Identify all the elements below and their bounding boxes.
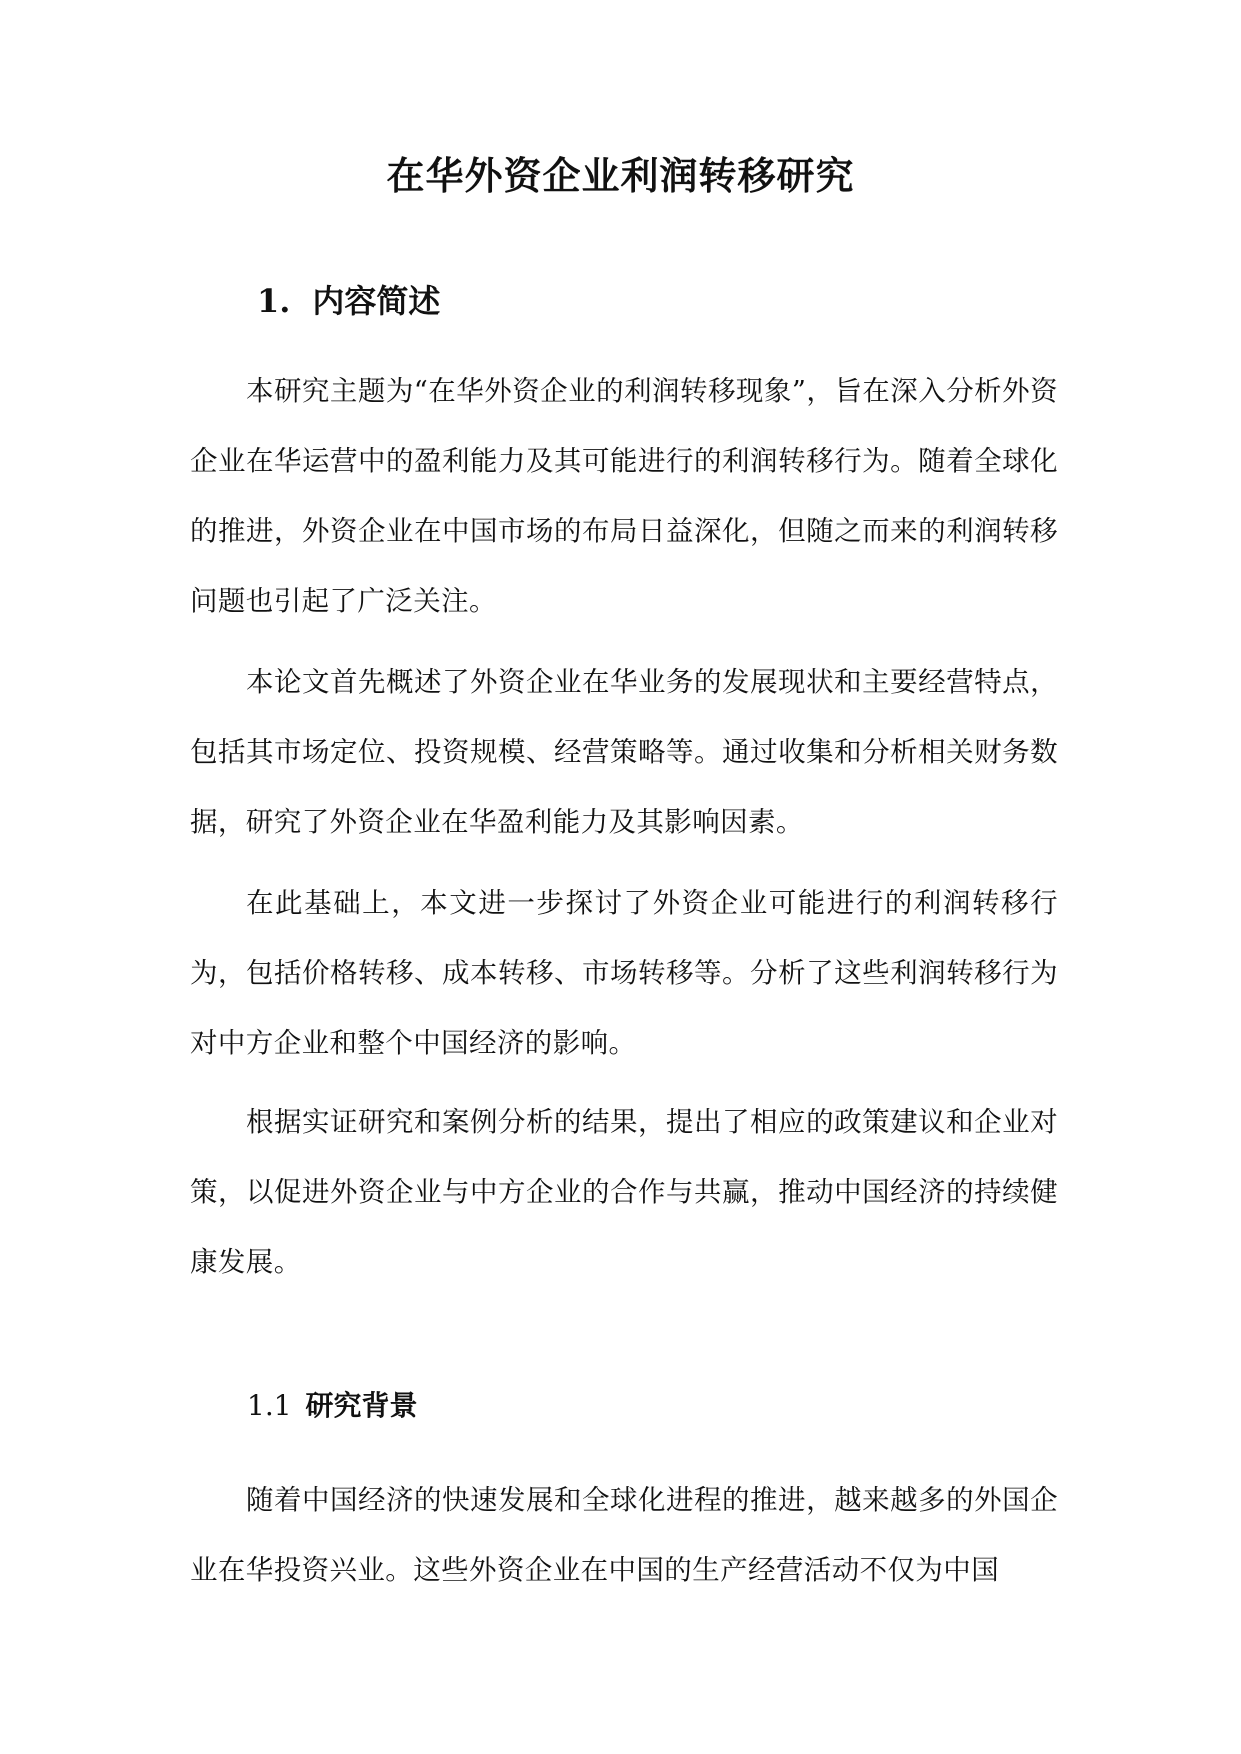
subsection-number: 1.1 bbox=[247, 1389, 292, 1422]
subsection-title: 研究背景 bbox=[305, 1389, 418, 1422]
paragraph: 根据实证研究和案例分析的结果，提出了相应的政策建议和企业对策，以促进外资企业与中方企业的合作与共赢，推动中国经济的持续健康发展。 bbox=[190, 1106, 1058, 1278]
section-heading-1 bbox=[257, 279, 440, 323]
paragraph: 随着中国经济的快速发展和全球化进程的推进，越来越多的外国企业在华投资兴业。这些外资企业在中国的生产经营活动不仅为中国 bbox=[190, 1484, 1058, 1586]
section-number: 1. bbox=[257, 282, 291, 320]
paragraph: 本研究主题为“在华外资企业的利润转移现象”，旨在深入分析外资企业在华运营中的盈利能力及其可能进行的利润转移行为。随着全球化的推进，外资企业在中国市场的布局日益深化，但随之而来的利润转移问题也引起了广泛关注。 bbox=[190, 375, 1058, 617]
document-title: 在华外资企业利润转移研究 bbox=[386, 153, 855, 198]
paragraph: 本论文首先概述了外资企业在华业务的发展现状和主要经营特点，包括其市场定位、投资规模、经营策略等。通过收集和分析相关财务数据，研究了外资企业在华盈利能力及其影响因素。 bbox=[190, 666, 1058, 838]
section-title: 内容简述 bbox=[312, 282, 441, 320]
subsection-heading-1-1 bbox=[247, 1386, 418, 1426]
paragraph: 在此基础上，本文进一步探讨了外资企业可能进行的利润转移行为，包括价格转移、成本转移、市场转移等。分析了这些利润转移行为对中方企业和整个中国经济的影响。 bbox=[190, 887, 1058, 1059]
